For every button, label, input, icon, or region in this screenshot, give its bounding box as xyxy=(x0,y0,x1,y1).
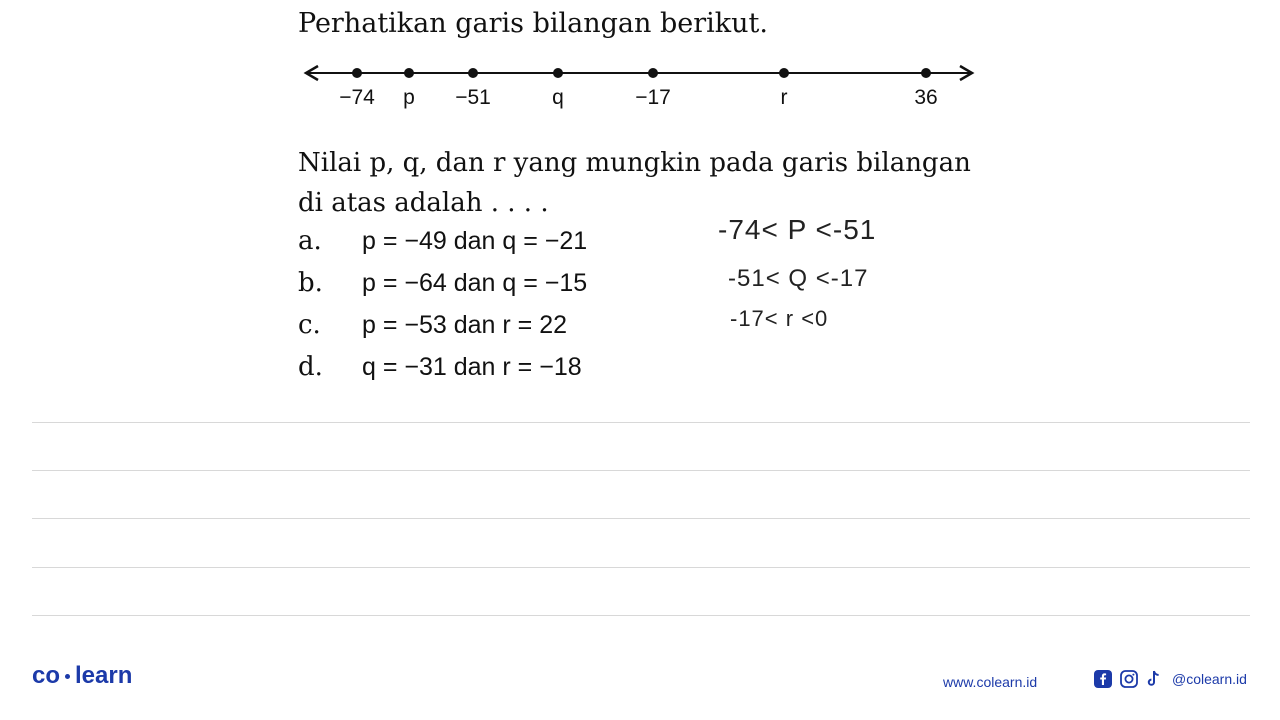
option-text: p = −64 dan q = −15 xyxy=(362,269,588,297)
option-text: q = −31 dan r = −18 xyxy=(362,353,582,381)
label-q: q xyxy=(552,86,564,109)
point-r xyxy=(779,68,789,78)
handwritten-note-p: -74< P <-51 xyxy=(718,214,877,245)
point-q xyxy=(553,68,563,78)
logo-left-text: co xyxy=(32,662,61,689)
facebook-icon[interactable] xyxy=(1094,670,1112,688)
option-d xyxy=(298,352,582,382)
label-minus-74: −74 xyxy=(339,86,375,109)
social-handle[interactable]: @colearn.id xyxy=(1172,671,1247,687)
option-a xyxy=(298,226,587,256)
website-link[interactable]: www.colearn.id xyxy=(943,674,1038,690)
question-text: Nilai p, q, dan r yang mungkin pada garis bilangan di atas adalah . . . . xyxy=(298,148,971,218)
ruled-line xyxy=(32,422,1250,423)
point-p xyxy=(404,68,414,78)
option-c xyxy=(298,310,567,340)
option-letter: a. xyxy=(298,226,322,256)
option-text: p = −53 dan r = 22 xyxy=(362,311,568,339)
option-letter: b. xyxy=(298,268,323,298)
option-letter: d. xyxy=(298,352,323,382)
handwritten-note-q: -51< Q <-17 xyxy=(728,265,869,292)
instagram-icon[interactable] xyxy=(1120,670,1138,688)
handwritten-note-r: -17< r <0 xyxy=(730,306,829,331)
ruled-line xyxy=(32,518,1250,519)
label-minus-17: −17 xyxy=(635,86,671,109)
label-36: 36 xyxy=(914,86,938,109)
option-text: p = −49 dan q = −21 xyxy=(362,227,588,255)
option-letter: c. xyxy=(298,310,321,340)
logo-dot xyxy=(65,674,70,679)
colearn-logo xyxy=(32,662,132,690)
option-b xyxy=(298,268,587,298)
social-links xyxy=(1094,670,1247,688)
label-minus-51: −51 xyxy=(455,86,491,109)
ruled-line xyxy=(32,470,1250,471)
question-title: Perhatikan garis bilangan berikut. xyxy=(298,8,768,39)
ruled-line xyxy=(32,567,1250,568)
point-36 xyxy=(921,68,931,78)
label-p: p xyxy=(403,86,415,109)
tiktok-icon[interactable] xyxy=(1146,670,1162,688)
label-r: r xyxy=(780,86,788,109)
logo-right-text: learn xyxy=(75,662,133,689)
point-minus-51 xyxy=(468,68,478,78)
ruled-line xyxy=(32,615,1250,616)
point-minus-17 xyxy=(648,68,658,78)
point-minus-74 xyxy=(352,68,362,78)
